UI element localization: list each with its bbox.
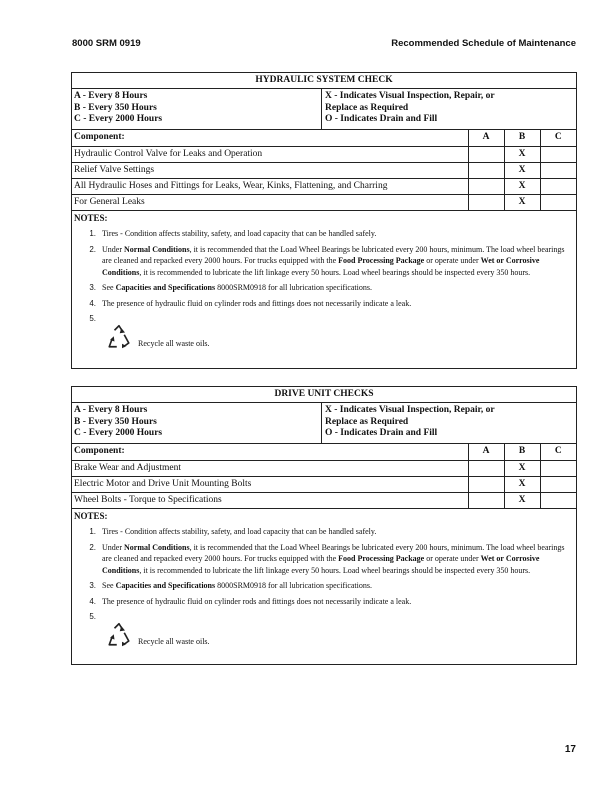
- note-item: [74, 526, 574, 538]
- legend-c: C - Every 2000 Hours: [74, 114, 163, 124]
- notes-block: [72, 211, 576, 351]
- notes-title: NOTES:: [74, 510, 108, 521]
- doc-code: 8000 SRM 0919: [72, 38, 141, 49]
- section-title: DRIVE UNIT CHECKS: [72, 387, 576, 403]
- legend-a: A - Every 8 Hours: [74, 405, 148, 415]
- legend-c: C - Every 2000 Hours: [74, 428, 163, 438]
- component-cell: Wheel Bolts - Torque to Specifications: [72, 492, 468, 508]
- col-c: C: [540, 130, 576, 146]
- cell-b: X: [504, 146, 540, 162]
- component-cell: All Hydraulic Hoses and Fittings for Leaks, Wear, Kinks, Flattening, and Charring: [72, 178, 468, 194]
- note-number: 3.: [89, 283, 96, 292]
- table-header-row: [72, 130, 576, 146]
- note-number: 4.: [89, 298, 96, 308]
- recycle-note: [104, 323, 574, 351]
- component-cell: Relief Valve Settings: [72, 162, 468, 178]
- recycle-note: [104, 621, 574, 649]
- notes-block: [72, 509, 576, 649]
- note-number: 1.: [89, 527, 96, 536]
- note-number: 1.: [89, 229, 96, 238]
- cell-c: [540, 194, 576, 210]
- emphasis-capacities: Capacities and Specifications: [115, 283, 216, 292]
- cell-b: X: [504, 476, 540, 492]
- table-row: [72, 460, 576, 476]
- cell-a: [468, 162, 504, 178]
- col-b: B: [504, 444, 540, 460]
- emphasis-wet-corrosive: Wet or Corrosive Conditions: [102, 554, 540, 575]
- interval-legend: [72, 89, 576, 130]
- note-text-part: , it is recommended to lubricate the lift linkage every 50 hours. Load wheel bearings should be inspected every 350 hours.: [139, 565, 531, 575]
- component-cell: Brake Wear and Adjustment: [72, 460, 468, 476]
- notes-title: NOTES:: [74, 212, 108, 223]
- note-item: [74, 282, 574, 294]
- col-a: A: [468, 444, 504, 460]
- legend-b: B - Every 350 Hours: [74, 102, 157, 113]
- note-item: [74, 244, 574, 279]
- note-item: [74, 596, 574, 608]
- note-number: 2.: [89, 542, 96, 552]
- note-text: [102, 542, 574, 577]
- page-number: 17: [564, 744, 576, 755]
- legend-x-cont: Replace as Required: [325, 416, 409, 427]
- legend-x: X - Indicates Visual Inspection, Repair, or: [325, 91, 495, 101]
- note-text: The presence of hydraulic fluid on cylinder rods and fittings does not necessarily indicate a leak.: [102, 298, 412, 308]
- table-row: [72, 162, 576, 178]
- note-number: 5.: [89, 612, 96, 621]
- cell-b: X: [504, 162, 540, 178]
- legend-b: B - Every 350 Hours: [74, 416, 157, 427]
- emphasis-food-processing: Food Processing Package: [338, 554, 425, 563]
- note-text-part: Under: [102, 542, 124, 552]
- legend-o: O - Indicates Drain and Fill: [325, 428, 438, 438]
- legend-o: O - Indicates Drain and Fill: [325, 114, 438, 124]
- hydraulic-system-check-table: [71, 72, 577, 369]
- note-item: [74, 580, 574, 592]
- recycle-text: Recycle all waste oils.: [138, 339, 210, 348]
- cell-c: [540, 178, 576, 194]
- cell-b: X: [504, 492, 540, 508]
- note-text-part: or operate under: [424, 554, 481, 563]
- note-text-part: , it is recommended that the Load Wheel Bearings be lubricated every 200 hours, minimum. The load wheel bearings are cleaned and repacked every 2000 hours. For trucks equipped with the: [102, 542, 565, 563]
- note-item: [74, 542, 574, 577]
- emphasis-food-processing: Food Processing Package: [338, 256, 425, 265]
- table-row: [72, 178, 576, 194]
- col-component: Component:: [72, 444, 468, 460]
- note-text-part: Under: [102, 244, 124, 254]
- cell-a: [468, 476, 504, 492]
- col-b: B: [504, 130, 540, 146]
- note-text: [102, 580, 574, 592]
- recycle-text: Recycle all waste oils.: [138, 637, 210, 646]
- col-c: C: [540, 444, 576, 460]
- cell-a: [468, 460, 504, 476]
- cell-a: [468, 492, 504, 508]
- note-text-part: , it is recommended that the Load Wheel Bearings be lubricated every 200 hours, minimum. The load wheel bearings are cleaned and repacked every 2000 hours. For trucks equipped with the: [102, 244, 565, 265]
- component-cell: Electric Motor and Drive Unit Mounting Bolts: [72, 476, 468, 492]
- table-row: [72, 146, 576, 162]
- cell-c: [540, 146, 576, 162]
- interval-legend: [72, 403, 576, 444]
- note-text: [102, 282, 574, 294]
- emphasis-normal-conditions: Normal Conditions: [124, 244, 190, 254]
- note-number: 4.: [89, 596, 96, 606]
- component-cell: Hydraulic Control Valve for Leaks and Operation: [72, 146, 468, 162]
- note-text-part: 8000SRM0918 for all lubrication specifications.: [215, 581, 372, 590]
- table-header-row: [72, 444, 576, 460]
- note-text: The presence of hydraulic fluid on cylinder rods and fittings does not necessarily indicate a leak.: [102, 596, 412, 606]
- note-item: [74, 298, 574, 310]
- legend-a: A - Every 8 Hours: [74, 91, 148, 101]
- cell-b: X: [504, 178, 540, 194]
- section-title: HYDRAULIC SYSTEM CHECK: [72, 73, 576, 89]
- cell-a: [468, 194, 504, 210]
- note-text: Tires - Condition affects stability, safety, and load capacity that can be handled safely.: [102, 229, 377, 238]
- note-number: 2.: [89, 244, 96, 254]
- note-text-part: 8000SRM0918 for all lubrication specifications.: [215, 283, 372, 292]
- table-row: [72, 476, 576, 492]
- note-text: [102, 244, 574, 279]
- note-number: 3.: [89, 581, 96, 590]
- component-table: [72, 130, 576, 211]
- emphasis-normal-conditions: Normal Conditions: [124, 542, 190, 552]
- note-text-part: , it is recommended to lubricate the lift linkage every 50 hours. Load wheel bearings should be inspected every 350 hours.: [139, 267, 531, 277]
- cell-c: [540, 162, 576, 178]
- table-row: [72, 194, 576, 210]
- component-cell: For General Leaks: [72, 194, 468, 210]
- table-row: [72, 492, 576, 508]
- cell-c: [540, 476, 576, 492]
- recycle-icon: [104, 621, 134, 649]
- cell-b: X: [504, 460, 540, 476]
- col-component: Component:: [72, 130, 468, 146]
- component-table: [72, 444, 576, 509]
- note-number: 5.: [89, 314, 96, 323]
- emphasis-capacities: Capacities and Specifications: [115, 581, 216, 590]
- recycle-icon: [104, 323, 134, 351]
- drive-unit-checks-table: [71, 386, 577, 665]
- note-text: Tires - Condition affects stability, safety, and load capacity that can be handled safely.: [102, 527, 377, 536]
- legend-x: X - Indicates Visual Inspection, Repair, or: [325, 405, 495, 415]
- cell-c: [540, 492, 576, 508]
- note-text-part: See: [102, 581, 116, 590]
- note-item: [74, 611, 574, 623]
- cell-b: X: [504, 194, 540, 210]
- note-text-part: or operate under: [424, 256, 481, 265]
- note-text-part: See: [102, 283, 116, 292]
- col-a: A: [468, 130, 504, 146]
- note-item: [74, 313, 574, 325]
- cell-a: [468, 146, 504, 162]
- doc-section-title: Recommended Schedule of Maintenance: [391, 38, 576, 49]
- legend-x-cont: Replace as Required: [325, 102, 409, 113]
- note-item: [74, 228, 574, 240]
- emphasis-wet-corrosive: Wet or Corrosive Conditions: [102, 256, 540, 277]
- cell-c: [540, 460, 576, 476]
- cell-a: [468, 178, 504, 194]
